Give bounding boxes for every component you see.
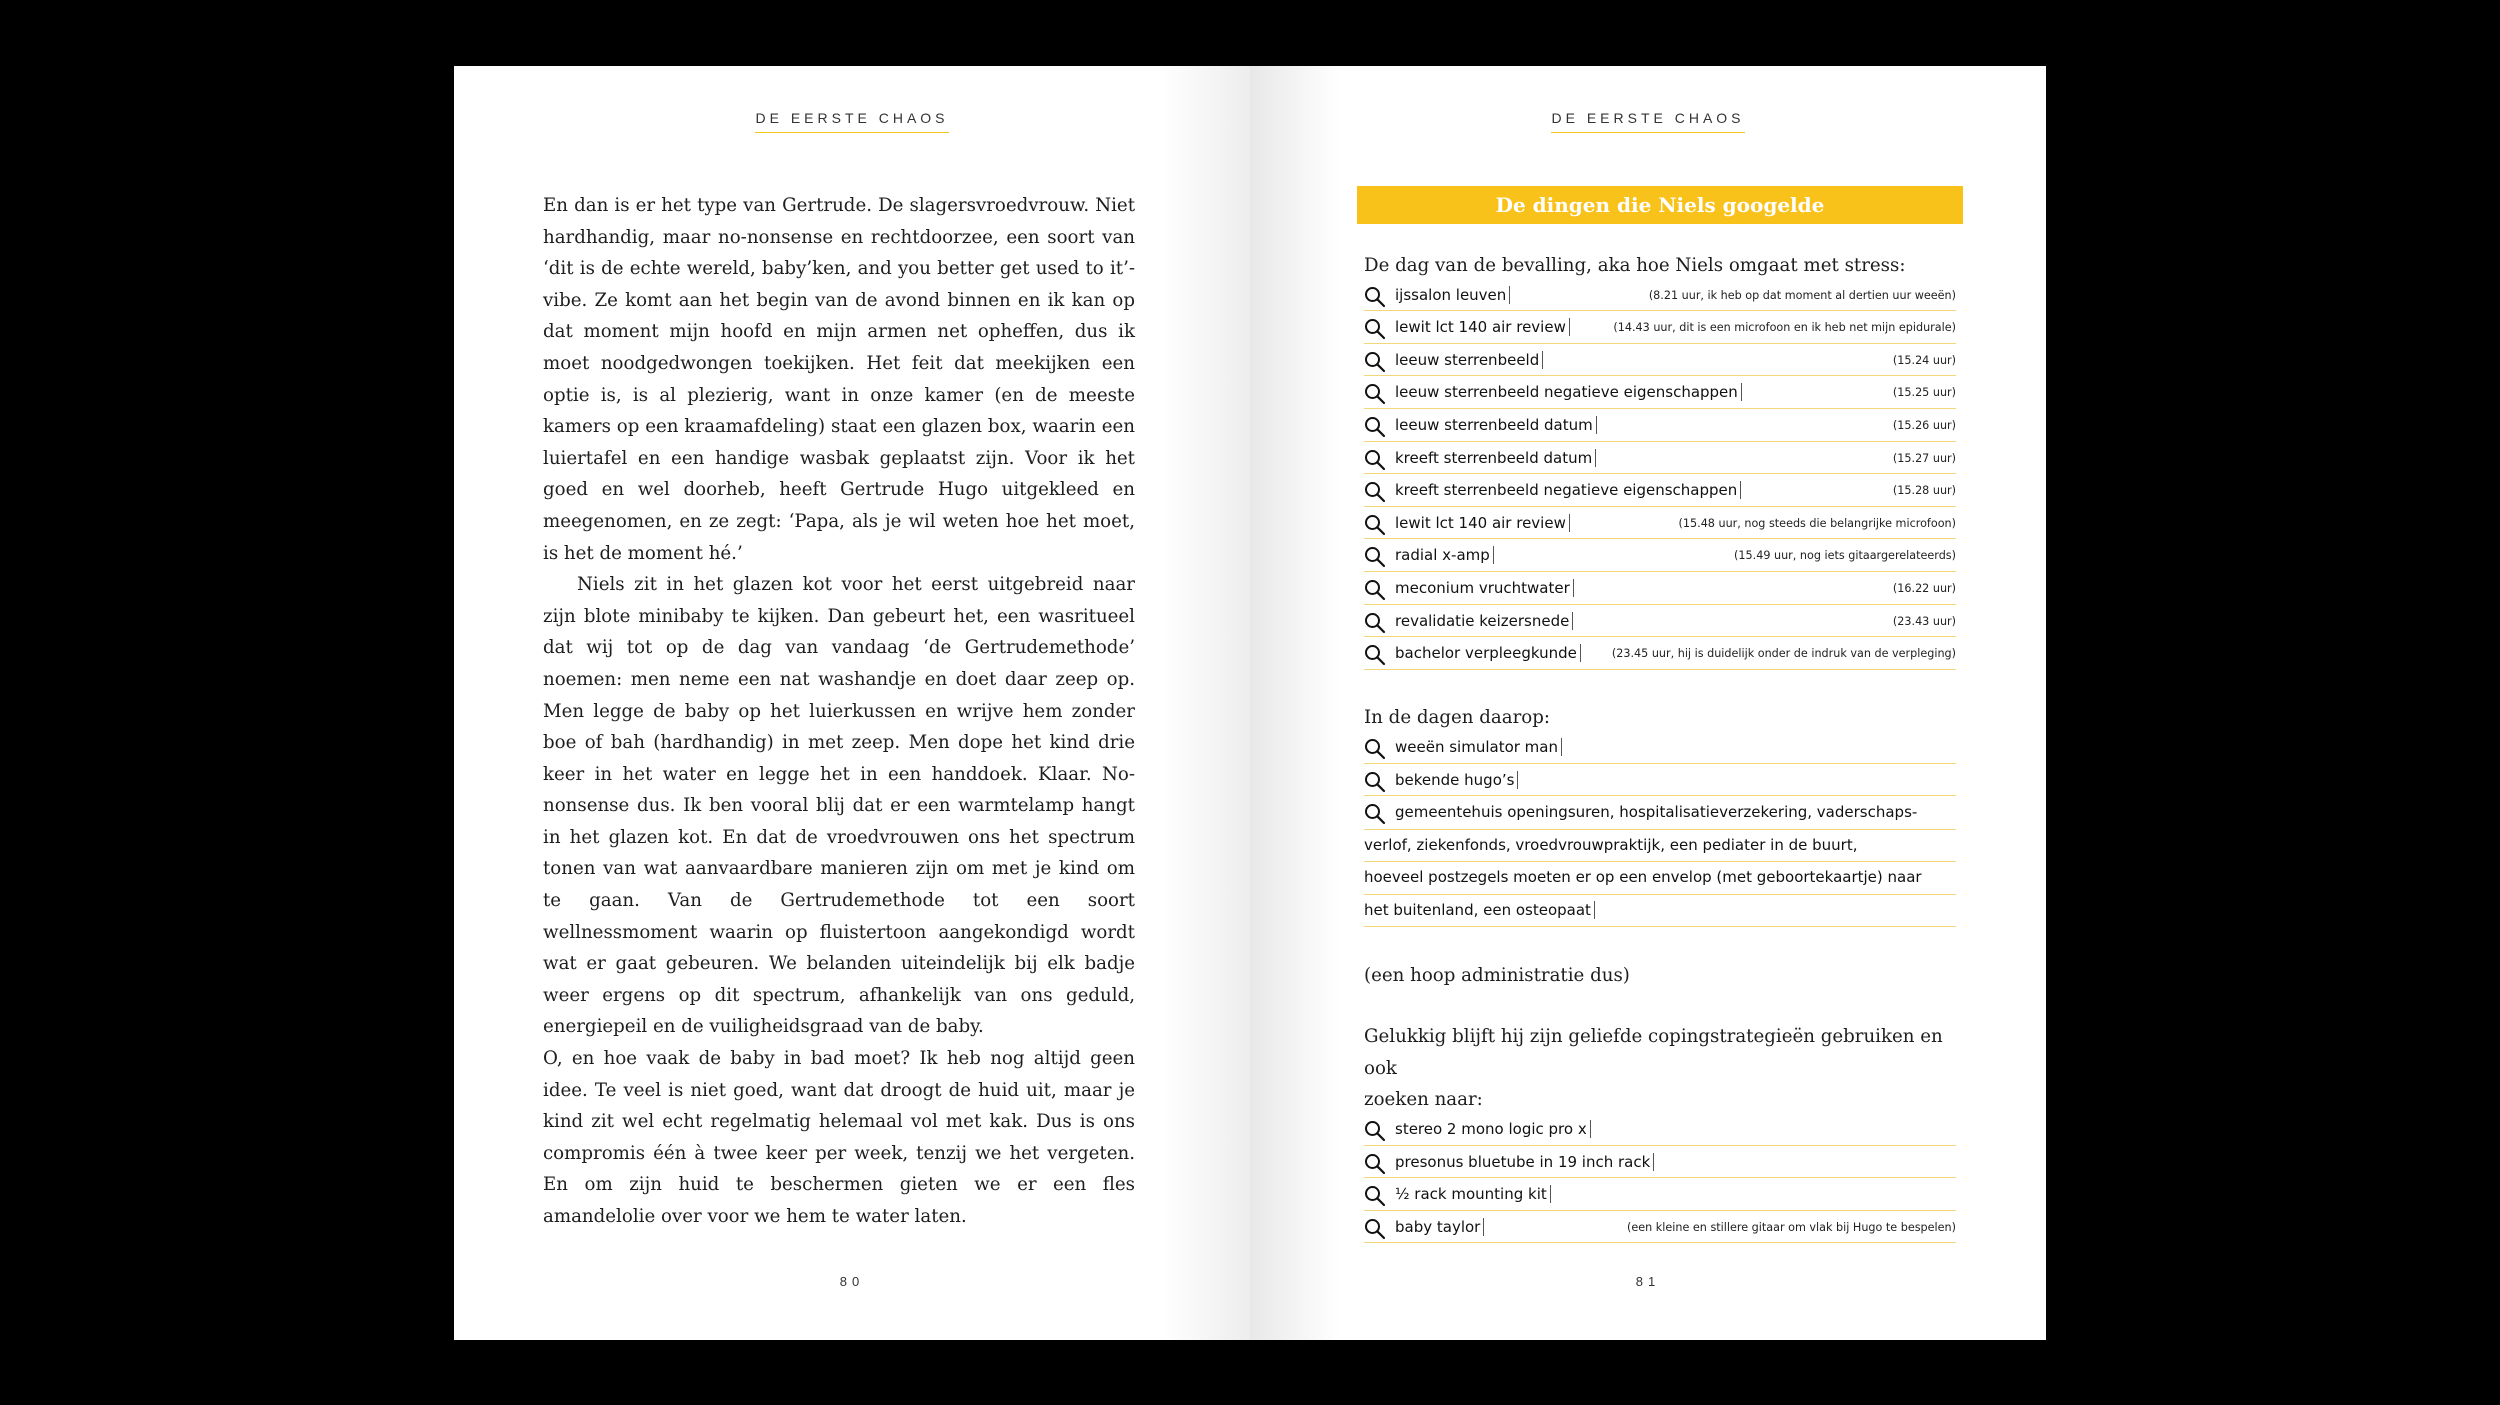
section2-intro: In de dagen daarop: (1364, 707, 1550, 729)
search-query: lewit lct 140 air review (1395, 318, 1570, 336)
search-query: kreeft sterrenbeeld negatieve eigenschappen (1395, 481, 1741, 499)
search-timestamp-note: (15.49 uur, nog iets gitaargerelateerds) (1734, 549, 1956, 563)
google-searches (1364, 250, 1956, 1244)
search-query: lewit lct 140 air review (1395, 514, 1570, 532)
search-row (1364, 573, 1956, 605)
search-icon (1364, 1218, 1386, 1240)
search-icon (1364, 449, 1386, 471)
search-icon (1364, 318, 1386, 340)
search-timestamp-note: (16.22 uur) (1892, 581, 1956, 595)
search-row (1364, 638, 1956, 670)
search-timestamp-note: (15.26 uur) (1892, 418, 1956, 432)
section3-intro-line1: Gelukkig blijft hij zijn geliefde copingstrategieën gebruiken en ook (1364, 1026, 1943, 1079)
search-query: presonus bluetube in 19 inch rack (1395, 1153, 1654, 1171)
search-timestamp-note: (8.21 uur, ik heb op dat moment al dertien uur weeën) (1648, 288, 1956, 302)
left-page (454, 66, 1250, 1340)
search-timestamp-note: (15.25 uur) (1892, 386, 1956, 400)
search-timestamp-note: (15.27 uur) (1892, 451, 1956, 465)
search-row (1364, 606, 1956, 638)
search-timestamp-note: (14.43 uur, dit is een microfoon en ik heb net mijn epidurale) (1613, 321, 1956, 335)
search-icon (1364, 771, 1386, 793)
search-row (1364, 1212, 1956, 1244)
search-line: gemeentehuis openingsuren, hospitalisatieverzekering, vaderschaps- (1364, 797, 1956, 830)
search-icon (1364, 803, 1386, 825)
page-number-right: 81 (1635, 1274, 1661, 1289)
search-line: hoeveel postzegels moeten er op een envelop (met geboortekaartje) naar (1364, 862, 1956, 895)
search-row (1364, 410, 1956, 442)
search-line: het buitenland, een osteopaat (1364, 895, 1956, 927)
right-page (1250, 66, 2046, 1340)
search-row (1364, 312, 1956, 344)
search-icon (1364, 1120, 1386, 1142)
search-row (1364, 1147, 1956, 1179)
search-query: kreeft sterrenbeeld datum (1395, 449, 1596, 467)
search-icon (1364, 481, 1386, 503)
search-query: bachelor verpleegkunde (1395, 644, 1581, 662)
search-row (1364, 475, 1956, 507)
search-icon (1364, 383, 1386, 405)
search-icon (1364, 738, 1386, 760)
search-query: bekende hugo’s (1395, 771, 1518, 789)
paragraph-1: En dan is er het type van Gertrude. De slagersvroedvrouw. Niet hardhandig, maar no-nonsense en rechtdoorzee, een soort van ‘dit is de echte wereld, baby’ken, and you better get used to it’-vibe. Ze komt aan het begin van de avond binnen en ik kan op dat moment mijn hoofd en mijn armen net opheffen, dus ik moet noodgedwongen toekijken. Het feit dat meekijken een optie is, is al plezierig, want in onze kamer (en de meeste kamers op een kraamafdeling) staat een glazen box, waarin een luiertafel en een handige wasbak geplaatst zijn. Voor ik het goed en wel doorheb, heeft Gertrude Hugo uitgekleed en meegenomen, en ze zegt: ‘Papa, als je wil weten hoe het moet, is het de moment hé.’ (543, 195, 1135, 564)
search-row (1364, 345, 1956, 377)
search-timestamp-note: (een kleine en stillere gitaar om vlak bij Hugo te bespelen) (1627, 1220, 1956, 1234)
search-query: radial x-amp (1395, 546, 1494, 564)
search-query: baby taylor (1395, 1218, 1484, 1236)
aside-note: (een hoop administratie dus) (1364, 965, 1630, 987)
search-row (1364, 443, 1956, 475)
search-query: ijssalon leuven (1395, 286, 1510, 304)
body-text (543, 190, 1135, 1233)
search-row (1364, 732, 1956, 764)
search-line: verlof, ziekenfonds, vroedvrouwpraktijk, een pediater in de buurt, (1364, 830, 1956, 863)
search-query: leeuw sterrenbeeld negatieve eigenschappen (1395, 383, 1742, 401)
section1-intro: De dag van de bevalling, aka hoe Niels omgaat met stress: (1364, 255, 1906, 276)
search-icon (1364, 514, 1386, 536)
section3-intro-line2: zoeken naar: (1364, 1089, 1483, 1111)
search-row (1364, 280, 1956, 312)
search-row (1364, 540, 1956, 572)
search-row (1364, 1179, 1956, 1211)
page-number-left: 80 (839, 1274, 865, 1289)
search-row (1364, 765, 1956, 797)
search-icon (1364, 612, 1386, 634)
search-query: stereo 2 mono logic pro x (1395, 1120, 1591, 1138)
search-row (1364, 1114, 1956, 1146)
search-timestamp-note: (15.24 uur) (1892, 353, 1956, 367)
search-row-long (1364, 797, 1956, 927)
search-icon (1364, 1153, 1386, 1175)
paragraph-2: Niels zit in het glazen kot voor het eerst uitgebreid naar zijn blote minibaby te kijken. Dan gebeurt het, een wasritueel dat wij tot op de dag van vandaag ‘de Gertrudemethode’ noemen: men neme een nat washandje en doet daar zeep op. Men legge de baby op het luierkussen en wrijve hem zonder boe of bah (hardhandig) in met zeep. Men dope het kind drie keer in het water en legge het in een handdoek. Klaar. No-nonsense dus. Ik ben vooral blij dat er een warmtelamp hangt in het glazen kot. En dat de vroedvrouwen ons het spectrum tonen van wat aanvaardbare manieren zijn om met je kind om te gaan. Van de Gertrudemethode tot een soort wellnessmoment waarin op fluistertoon aangekondigd wordt wat er gaat gebeuren. We belanden uiteindelijk bij elk badje weer ergens op dit spectrum, afhankelijk van ons geduld, energiepeil en de vuiligheidsgraad van de baby. (543, 574, 1135, 1038)
box-title: De dingen die Niels googelde (1357, 186, 1963, 224)
search-icon (1364, 286, 1386, 308)
search-icon (1364, 416, 1386, 438)
search-timestamp-note: (23.45 uur, hij is duidelijk onder de indruk van de verpleging) (1611, 647, 1956, 661)
search-icon (1364, 1185, 1386, 1207)
search-query: ½ rack mounting kit (1395, 1185, 1551, 1203)
search-query: revalidatie keizersnede (1395, 612, 1573, 630)
search-query: meconium vruchtwater (1395, 579, 1574, 597)
section3-search-list (1364, 1114, 1956, 1243)
section1-search-list (1364, 280, 1956, 670)
paragraph-3: O, en hoe vaak de baby in bad moet? Ik heb nog altijd geen idee. Te veel is niet goed, want dat droogt de huid uit, maar je kind zit wel echt regelmatig helemaal vol met kak. Dus is ons compromis één à twee keer per week, tenzij we het vergeten. En om zijn huid te beschermen gieten we er een fles amandelolie over voor we hem te water laten. (543, 1048, 1135, 1227)
search-timestamp-note: (15.28 uur) (1892, 484, 1956, 498)
text-caret (1594, 901, 1596, 919)
search-row (1364, 377, 1956, 409)
search-timestamp-note: (23.43 uur) (1892, 614, 1956, 628)
search-icon (1364, 546, 1386, 568)
running-head-left: DE EERSTE CHAOS (454, 110, 1250, 133)
search-icon (1364, 579, 1386, 601)
search-timestamp-note: (15.48 uur, nog steeds die belangrijke microfoon) (1678, 516, 1956, 530)
search-query: leeuw sterrenbeeld datum (1395, 416, 1597, 434)
section2-search-list (1364, 732, 1956, 796)
search-query: leeuw sterrenbeeld (1395, 351, 1543, 369)
search-icon (1364, 351, 1386, 373)
running-head-right: DE EERSTE CHAOS (1250, 110, 2046, 133)
search-query: weeën simulator man (1395, 738, 1562, 756)
search-icon (1364, 644, 1386, 666)
search-row (1364, 508, 1956, 540)
